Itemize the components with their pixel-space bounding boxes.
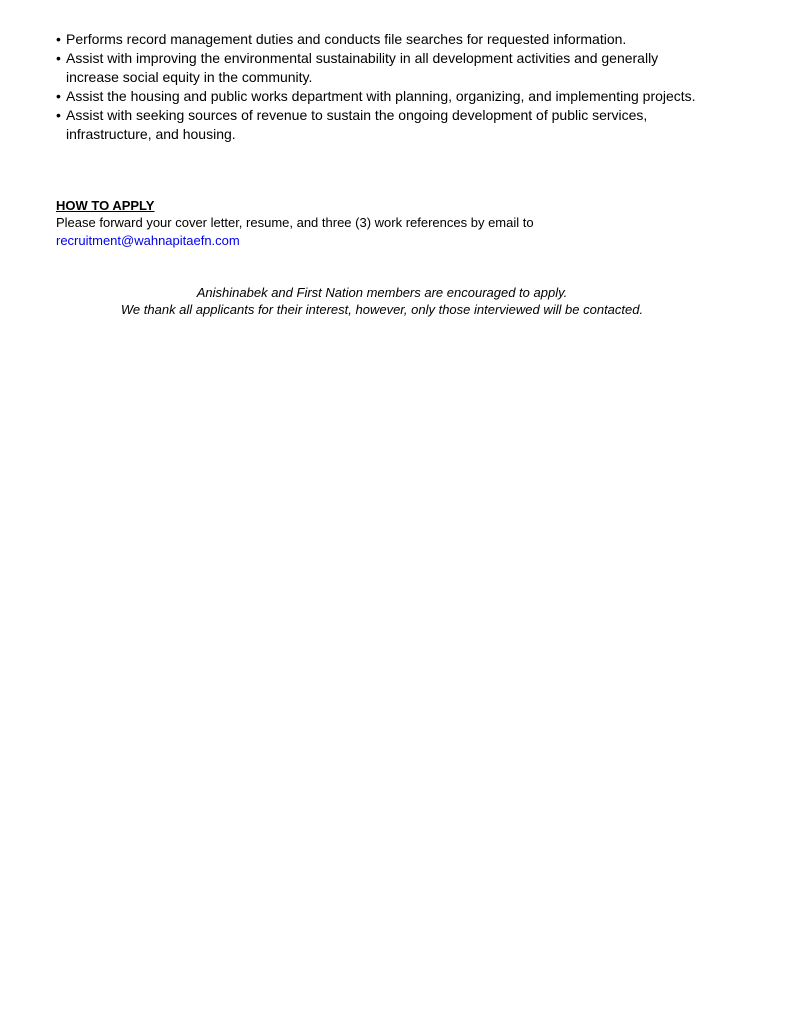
bullet-icon: • — [56, 88, 61, 104]
duty-text: Assist with improving the environmental sustainability in all development activities and generally increase social equity in the community. — [66, 50, 659, 85]
closing-line-thanks: We thank all applicants for their interest, however, only those interviewed will be contacted. — [120, 302, 644, 317]
recruitment-email-link[interactable]: recruitment@wahnapitaefn.com — [56, 233, 240, 248]
closing-note — [56, 284, 708, 318]
closing-line-encouragement: Anishinabek and First Nation members are encouraged to apply. — [196, 285, 568, 300]
how-to-apply-instructions: Please forward your cover letter, resume, and three (3) work references by email to — [56, 215, 534, 230]
how-to-apply-heading: HOW TO APPLY — [56, 198, 155, 213]
duty-text: Assist the housing and public works department with planning, organizing, and implementing projects. — [66, 88, 696, 104]
bullet-icon: • — [56, 31, 61, 47]
duty-item — [56, 49, 696, 87]
duty-text: Assist with seeking sources of revenue to sustain the ongoing development of public services, infrastructure, and housing. — [66, 107, 648, 142]
duties-list — [56, 30, 696, 144]
bullet-icon: • — [56, 107, 61, 123]
duty-item — [56, 30, 696, 49]
how-to-apply-section — [56, 197, 736, 250]
duty-text: Performs record management duties and conducts file searches for requested information. — [66, 31, 627, 47]
duty-item — [56, 106, 696, 144]
bullet-icon: • — [56, 50, 61, 66]
duty-item — [56, 87, 696, 106]
